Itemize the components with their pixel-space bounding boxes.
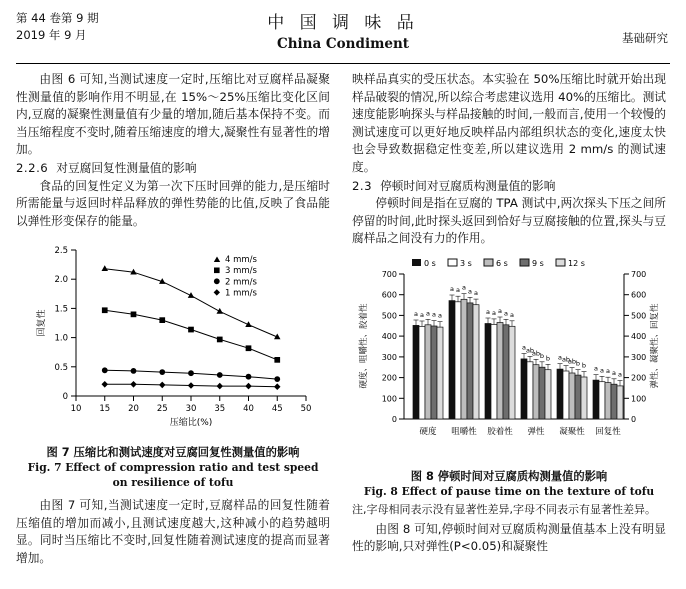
figure-7-svg bbox=[16, 236, 330, 432]
right-paragraph-3: 由图 8 可知,停顿时间对豆腐质构测量值基本上没有明显性的影响,只对弹性(P<0.05)和凝聚性 bbox=[352, 521, 666, 554]
svg-text:200: 200 bbox=[381, 373, 397, 383]
svg-text:a: a bbox=[468, 287, 472, 296]
header-rule bbox=[16, 63, 670, 64]
svg-text:硬度、咀嚼性、胶着性: 硬度、咀嚼性、胶着性 bbox=[359, 303, 369, 389]
svg-text:200: 200 bbox=[631, 373, 647, 383]
right-column bbox=[352, 71, 666, 567]
two-column-body bbox=[16, 71, 670, 567]
svg-text:a: a bbox=[456, 286, 460, 295]
svg-text:2 mm/s: 2 mm/s bbox=[225, 277, 257, 288]
svg-text:b: b bbox=[539, 351, 545, 360]
svg-text:35: 35 bbox=[214, 404, 226, 415]
svg-text:ab: ab bbox=[531, 349, 541, 358]
svg-text:回复性: 回复性 bbox=[37, 309, 47, 337]
figure-8-caption-cn: 图 8 停顿时间对豆腐质构测量值的影响 bbox=[410, 469, 608, 483]
svg-text:胶着性: 胶着性 bbox=[487, 426, 513, 437]
svg-text:a: a bbox=[594, 364, 598, 373]
section-title: 停顿时间对豆腐质构测量值的影响 bbox=[380, 178, 556, 193]
svg-text:300: 300 bbox=[631, 352, 647, 362]
journal-title bbox=[16, 8, 670, 52]
figure-8-legend bbox=[412, 259, 585, 268]
svg-text:50: 50 bbox=[300, 404, 312, 415]
svg-text:100: 100 bbox=[381, 394, 397, 404]
svg-text:a: a bbox=[522, 343, 526, 352]
svg-text:500: 500 bbox=[381, 311, 397, 321]
svg-text:a: a bbox=[498, 306, 502, 315]
left-paragraph-2: 食品的回复性定义为第一次下压时回弹的能力,是压缩时所需能量与返回时样品释放的弹性势能的比值,反映了食品能以弹性形变保存的能量。 bbox=[16, 178, 330, 228]
svg-text:700: 700 bbox=[381, 269, 397, 279]
svg-text:1.0: 1.0 bbox=[54, 333, 68, 344]
figure-7-caption bbox=[16, 445, 330, 490]
section-number: 2.2.6 bbox=[16, 160, 49, 175]
svg-text:0 s: 0 s bbox=[424, 258, 436, 268]
figure-7-caption-en-2: on resilience of tofu bbox=[112, 475, 234, 489]
svg-text:ab: ab bbox=[525, 346, 535, 355]
section-heading-2-2-6 bbox=[16, 160, 330, 178]
svg-text:a: a bbox=[504, 309, 508, 318]
journal-title-en: China Condiment bbox=[276, 36, 409, 52]
figure-7-chart bbox=[16, 236, 330, 438]
svg-text:a: a bbox=[618, 370, 622, 379]
svg-text:700: 700 bbox=[631, 269, 647, 279]
svg-text:100: 100 bbox=[631, 394, 647, 404]
left-paragraph-1: 由图 6 可知,当测试速度一定时,压缩比对豆腐样品凝聚性测量值的影响作用不明显,在 15%～25%压缩比变化区间内,豆腐的凝聚性测量值有少量的增加,随后基本保持不变。而当压缩程度不变时,随着压缩速度的增大,凝聚性有显著性的增加。 bbox=[16, 72, 330, 157]
svg-text:9 s: 9 s bbox=[532, 258, 544, 268]
svg-text:300: 300 bbox=[381, 352, 397, 362]
journal-title-cn: 中 国 调 味 品 bbox=[267, 13, 419, 33]
svg-text:a: a bbox=[438, 311, 442, 320]
section-heading-2-3 bbox=[352, 178, 666, 196]
svg-text:500: 500 bbox=[631, 311, 647, 321]
svg-text:0: 0 bbox=[62, 392, 68, 403]
svg-text:a: a bbox=[426, 309, 430, 318]
svg-text:1.5: 1.5 bbox=[54, 304, 68, 315]
svg-text:3 mm/s: 3 mm/s bbox=[225, 266, 257, 277]
svg-text:弹性、凝聚性、回复性: 弹性、凝聚性、回复性 bbox=[650, 303, 660, 389]
svg-text:600: 600 bbox=[381, 290, 397, 300]
svg-text:a: a bbox=[414, 309, 418, 318]
svg-text:15: 15 bbox=[99, 404, 111, 415]
svg-text:a: a bbox=[606, 367, 610, 376]
right-paragraph-2: 停顿时间是指在豆腐的 TPA 测试中,两次探头下压之间所停留的时间,此时探头返回到恰好与豆腐接触的位置,探头与豆腐样品之间没有力的作用。 bbox=[352, 196, 666, 246]
svg-text:2.0: 2.0 bbox=[54, 275, 68, 286]
svg-text:a: a bbox=[600, 366, 604, 375]
right-paragraph-1: 映样品真实的受压状态。本实验在 50%压缩比时就开始出现样品破裂的情况,所以综合考虑建议选用 40%的压缩比。测试速度能影响探头与样品接触的时间,一般而言,使用一个较慢的测试速度可以更好地反映样品内部组织状态的变化,速度太快也会导致数据稳定性变差,所以建议选用 2 mm/s 的测试速度。 bbox=[352, 72, 666, 174]
svg-text:a: a bbox=[420, 310, 424, 319]
svg-text:2.5: 2.5 bbox=[54, 246, 68, 257]
svg-text:3 s: 3 s bbox=[460, 258, 472, 268]
svg-text:a: a bbox=[462, 283, 466, 292]
svg-text:a: a bbox=[474, 289, 478, 298]
left-paragraph-3: 由图 7 可知,当测试速度一定时,豆腐样品的回复性随着压缩值的增加而减小,且测试速度越大,这种减小的趋势越明显。同时当压缩比不变时,回复性随着测试速度的提高而显著增加。 bbox=[16, 497, 330, 565]
svg-text:a: a bbox=[486, 307, 490, 316]
page-header bbox=[16, 8, 670, 60]
svg-text:4 mm/s: 4 mm/s bbox=[225, 255, 257, 266]
figure-8-caption-en: Fig. 8 Effect of pause time on the texture of tofu bbox=[363, 484, 655, 498]
svg-text:45: 45 bbox=[271, 404, 283, 415]
left-column bbox=[16, 71, 330, 567]
svg-text:a: a bbox=[492, 308, 496, 317]
figure-8 bbox=[352, 254, 666, 518]
figure-7 bbox=[16, 236, 330, 490]
svg-text:b: b bbox=[575, 359, 581, 368]
svg-text:30: 30 bbox=[185, 404, 197, 415]
svg-text:咀嚼性: 咀嚼性 bbox=[451, 426, 477, 437]
svg-text:a: a bbox=[432, 310, 436, 319]
svg-text:a: a bbox=[612, 368, 616, 377]
figure-8-caption bbox=[352, 469, 666, 499]
section-title: 对豆腐回复性测量值的影响 bbox=[56, 160, 197, 175]
svg-text:0: 0 bbox=[631, 414, 637, 424]
svg-text:压缩比(%): 压缩比(%) bbox=[169, 418, 213, 429]
svg-text:400: 400 bbox=[381, 332, 397, 342]
volume-line-1: 第 44 卷第 9 期 bbox=[16, 11, 99, 25]
figure-8-svg bbox=[352, 254, 666, 456]
svg-text:40: 40 bbox=[243, 404, 254, 415]
svg-text:ab: ab bbox=[567, 357, 577, 366]
svg-text:0: 0 bbox=[391, 414, 397, 424]
svg-text:25: 25 bbox=[156, 404, 168, 415]
svg-text:12 s: 12 s bbox=[568, 258, 585, 268]
svg-text:a: a bbox=[450, 284, 454, 293]
figure-7-legend bbox=[214, 255, 258, 298]
section-number: 2.3 bbox=[352, 178, 373, 193]
figure-8-note: 注,字母相同表示没有显著性差异,字母不同表示有显著性差异。 bbox=[352, 502, 656, 516]
svg-text:回复性: 回复性 bbox=[595, 426, 621, 437]
svg-text:6 s: 6 s bbox=[496, 258, 508, 268]
volume-line-2: 2019 年 9 月 bbox=[16, 28, 87, 42]
section-label: 基础研究 bbox=[622, 31, 668, 45]
svg-text:0.5: 0.5 bbox=[54, 363, 68, 374]
svg-text:400: 400 bbox=[631, 332, 647, 342]
svg-text:凝聚性: 凝聚性 bbox=[559, 426, 585, 437]
svg-text:a: a bbox=[510, 310, 514, 319]
svg-text:1 mm/s: 1 mm/s bbox=[225, 288, 257, 299]
figure-7-caption-cn: 图 7 压缩比和测试速度对豆腐回复性测量值的影响 bbox=[46, 445, 300, 459]
svg-text:b: b bbox=[581, 361, 587, 370]
svg-text:600: 600 bbox=[631, 290, 647, 300]
svg-text:20: 20 bbox=[128, 404, 139, 415]
figure-8-chart bbox=[352, 254, 666, 462]
figure-7-caption-en-1: Fig. 7 Effect of compression ratio and test speed bbox=[27, 460, 319, 474]
svg-text:a: a bbox=[558, 353, 562, 362]
svg-text:b: b bbox=[545, 354, 551, 363]
svg-text:10: 10 bbox=[70, 404, 82, 415]
svg-text:硬度: 硬度 bbox=[419, 426, 437, 437]
svg-text:弹性: 弹性 bbox=[527, 426, 545, 437]
svg-text:ab: ab bbox=[561, 355, 571, 364]
